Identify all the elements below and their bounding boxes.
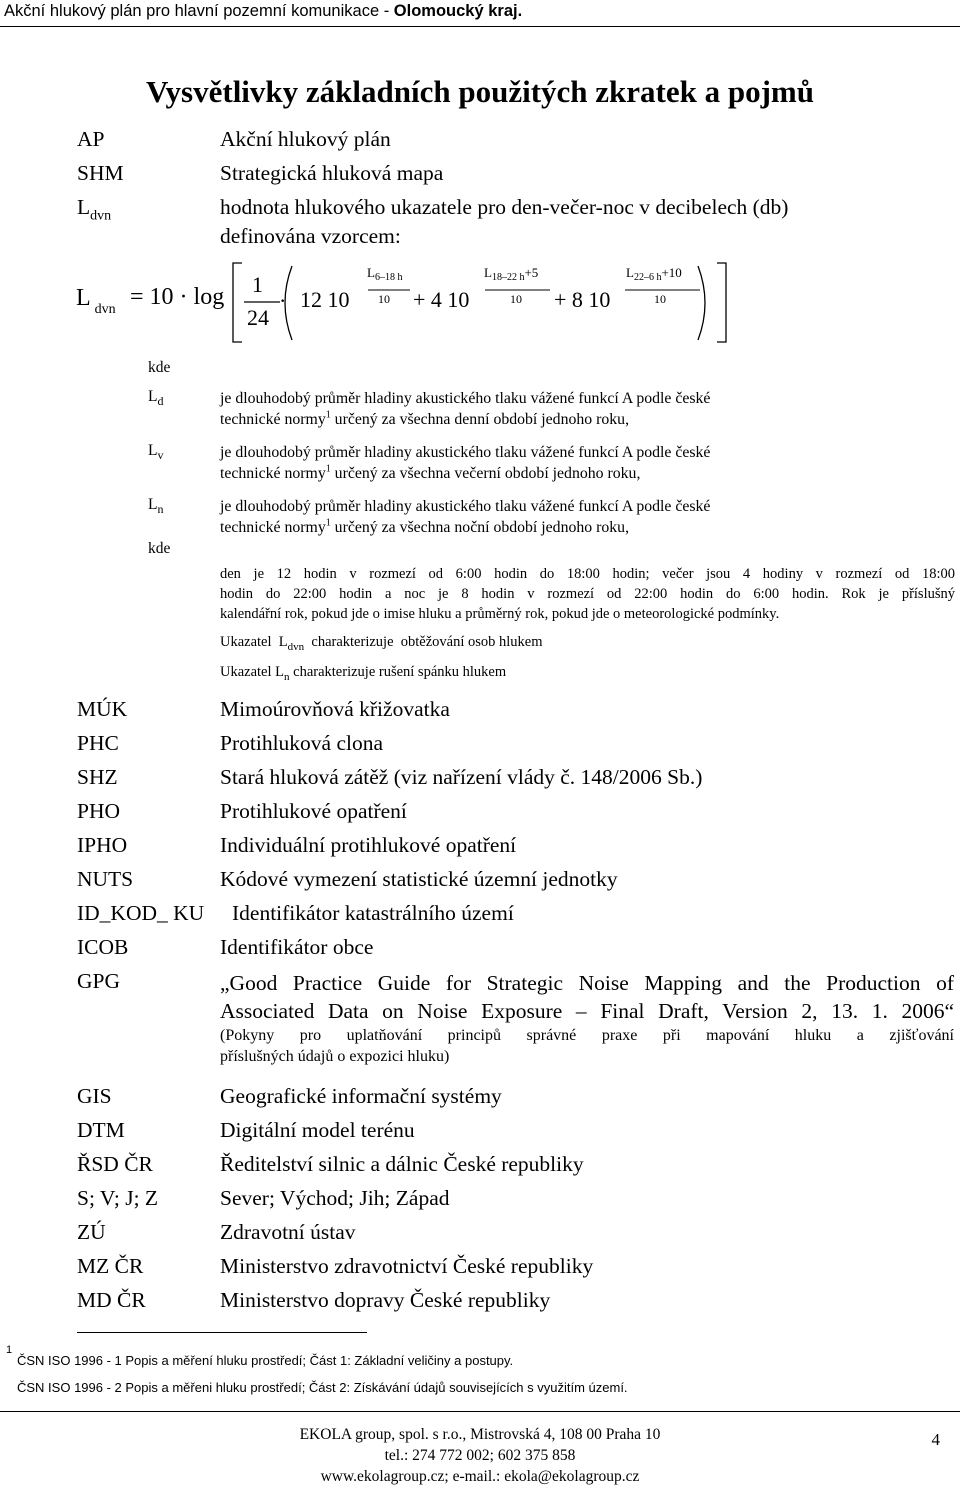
- footer-web-email: www.ekolagroup.cz; e-mail.: ekola@ekolagroup.cz: [320, 1468, 640, 1485]
- formula-term2-exp: $L_{18-22 h}+5$: [484, 265, 539, 283]
- abbr-ldvn: $L_{dvn}$: [77, 195, 112, 224]
- abbr-muk-text: Mimoúrovňová křižovatka: [220, 697, 450, 721]
- abbr-rsd-text: Ředitelství silnic a dálnic České republiky: [220, 1152, 584, 1176]
- abbr-gis-text: Geografické informační systémy: [220, 1084, 502, 1108]
- formula-term3-exp-den: 10: [654, 292, 666, 306]
- formula-frac-num: 1: [252, 272, 263, 297]
- formula-dot: ·: [279, 288, 287, 313]
- abbr-zu: ZÚ: [77, 1220, 106, 1244]
- abbr-ap: AP: [77, 127, 105, 151]
- page-number: 4: [931, 1430, 940, 1449]
- kde-label-2: kde: [148, 540, 171, 557]
- footnote-1: ČSN ISO 1996 - 1 Popis a měření hluku prostředí; Část 1: Základní veličiny a postupy.: [17, 1353, 514, 1368]
- abbr-icob-text: Identifikátor obce: [220, 935, 374, 959]
- abbr-nuts: NUTS: [77, 867, 134, 891]
- abbr-mdcr-text: Ministerstvo dopravy České republiky: [220, 1288, 551, 1312]
- header-title-prefix: Akční hlukový plán pro hlavní pozemní komunikace -: [4, 2, 394, 20]
- ld-symbol: $L_d$: [148, 388, 164, 409]
- abbr-dtm: DTM: [77, 1118, 125, 1142]
- footer-company: EKOLA group, spol. s r.o., Mistrovská 4, 108 00 Praha 10: [299, 1426, 661, 1443]
- header-rule: [0, 26, 960, 27]
- header-title-region: Olomoucký kraj.: [393, 2, 523, 20]
- abbr-shm-text: Strategická hluková mapa: [220, 161, 444, 185]
- formula-eq-log: = 10 · log: [130, 284, 225, 310]
- lv-symbol: $L_v$: [148, 442, 164, 463]
- kde-label-1: kde: [148, 359, 171, 376]
- abbr-muk: MÚK: [77, 697, 128, 721]
- footnote-2: ČSN ISO 1996 - 2 Popis a měřeni hluku prostředí; Část 2: Získávání údajů souvisejících s využitím území.: [17, 1380, 628, 1395]
- ln-definition: je dlouhodobý průměr hladiny akustického tlaku vážené funkcí A podle české technické normy$^1$ určený za všechna noční období jednoho roku,: [220, 498, 711, 536]
- formula-term1: 12 10: [300, 287, 350, 312]
- abbr-phc: PHC: [77, 731, 119, 755]
- abbr-dtm-text: Digitální model terénu: [220, 1118, 415, 1142]
- footer-phone: tel.: 274 772 002; 602 375 858: [384, 1447, 576, 1464]
- abbr-ipho: IPHO: [77, 833, 128, 857]
- footnote-separator: [77, 1332, 367, 1333]
- abbr-gis: GIS: [77, 1084, 112, 1108]
- abbr-nuts-text: Kódové vymezení statistické územní jednotky: [220, 867, 618, 891]
- abbr-phc-text: Protihluková clona: [220, 731, 384, 755]
- abbr-svjz: S; V; J; Z: [77, 1186, 159, 1210]
- abbr-shz: SHZ: [77, 765, 118, 789]
- footer-rule: [0, 1411, 960, 1412]
- abbr-mzcr: MZ ČR: [77, 1254, 144, 1278]
- formula-lhs: L $_{dvn}$: [76, 285, 116, 317]
- ld-definition: je dlouhodobý průměr hladiny akustického tlaku vážené funkcí A podle české technické normy$^1$ určený za všechna denní období jednoho roku,: [220, 390, 711, 428]
- abbr-idkod-text: Identifikátor katastrálního území: [232, 901, 514, 925]
- abbr-ipho-text: Individuální protihlukové opatření: [220, 833, 517, 857]
- abbr-gpg: GPG: [77, 969, 121, 993]
- document-header: [4, 2, 522, 21]
- abbr-mdcr: MD ČR: [77, 1288, 146, 1312]
- abbr-pho-text: Protihlukové opatření: [220, 799, 407, 823]
- abbr-shz-text: Stará hluková zátěž (viz nařízení vlády č. 148/2006 Sb.): [220, 765, 703, 789]
- formula-term1-exp: $L_{6-18 h}$: [367, 265, 403, 283]
- formula-term2: + 4 10: [413, 287, 470, 312]
- abbr-rsd: ŘSD ČR: [77, 1152, 153, 1176]
- gpg-translation: (Pokyny pro uplatňování principů správné praxe při mapování hluku a zjišťování příslušných údajů o expozici hluku): [220, 1027, 954, 1065]
- abbr-zu-text: Zdravotní ústav: [220, 1220, 356, 1244]
- abbr-svjz-text: Sever; Východ; Jih; Západ: [220, 1186, 450, 1210]
- abbr-idkod: ID_KOD_ KU: [77, 901, 205, 925]
- formula-term1-exp-den: 10: [378, 292, 390, 306]
- formula-term3: + 8 10: [554, 287, 611, 312]
- time-periods-paragraph: den je 12 hodin v rozmezí od 6:00 hodin do 18:00 hodin; večer jsou 4 hodiny v rozmezí od 18:00 hodin do 22:00 hodin a noc je 8 hodin v rozmezí od 22:00 hodin do 6:00 hodin. Rok je příslušný kalendářní rok, pokud jde o imise hluku a průměrný rok, pokud jde o meteorologické podmínky.: [220, 566, 955, 622]
- page-heading: Vysvětlivky základních použitých zkratek a pojmů: [146, 74, 814, 109]
- formula-frac-den: 24: [247, 305, 269, 330]
- abbr-pho: PHO: [77, 799, 121, 823]
- abbr-mzcr-text: Ministerstvo zdravotnictví České republiky: [220, 1254, 594, 1278]
- ukazatel-ldvn: Ukazatel $L_{dvn}$ charakterizuje obtěžování osob hlukem: [220, 634, 543, 653]
- footnote-mark: 1: [6, 1344, 13, 1356]
- formula-term2-exp-den: 10: [510, 292, 522, 306]
- abbr-gpg-text: „Good Practice Guide for Strategic Noise Mapping and the Production of Associated Data on Noise Exposure – Final Draft, Version 2, 13. 1. 2006“: [220, 971, 954, 1023]
- ldvn-text-line1: hodnota hlukového ukazatele pro den-večer-noc v decibelech (db): [220, 195, 789, 219]
- lv-definition: je dlouhodobý průměr hladiny akustického tlaku vážené funkcí A podle české technické normy$^1$ určený za všechna večerní období jednoho roku,: [220, 444, 711, 482]
- formula-term3-exp: $L_{22-6 h}+10$: [626, 265, 682, 283]
- ukazatel-ln: Ukazatel $L_n$ charakterizuje rušení spánku hlukem: [220, 664, 507, 683]
- abbr-shm: SHM: [77, 161, 124, 185]
- abbr-ap-text: Akční hlukový plán: [220, 127, 391, 151]
- ln-symbol: $L_n$: [148, 496, 164, 517]
- abbr-icob: ICOB: [77, 935, 129, 959]
- ldvn-text-line2: definována vzorcem:: [220, 224, 401, 248]
